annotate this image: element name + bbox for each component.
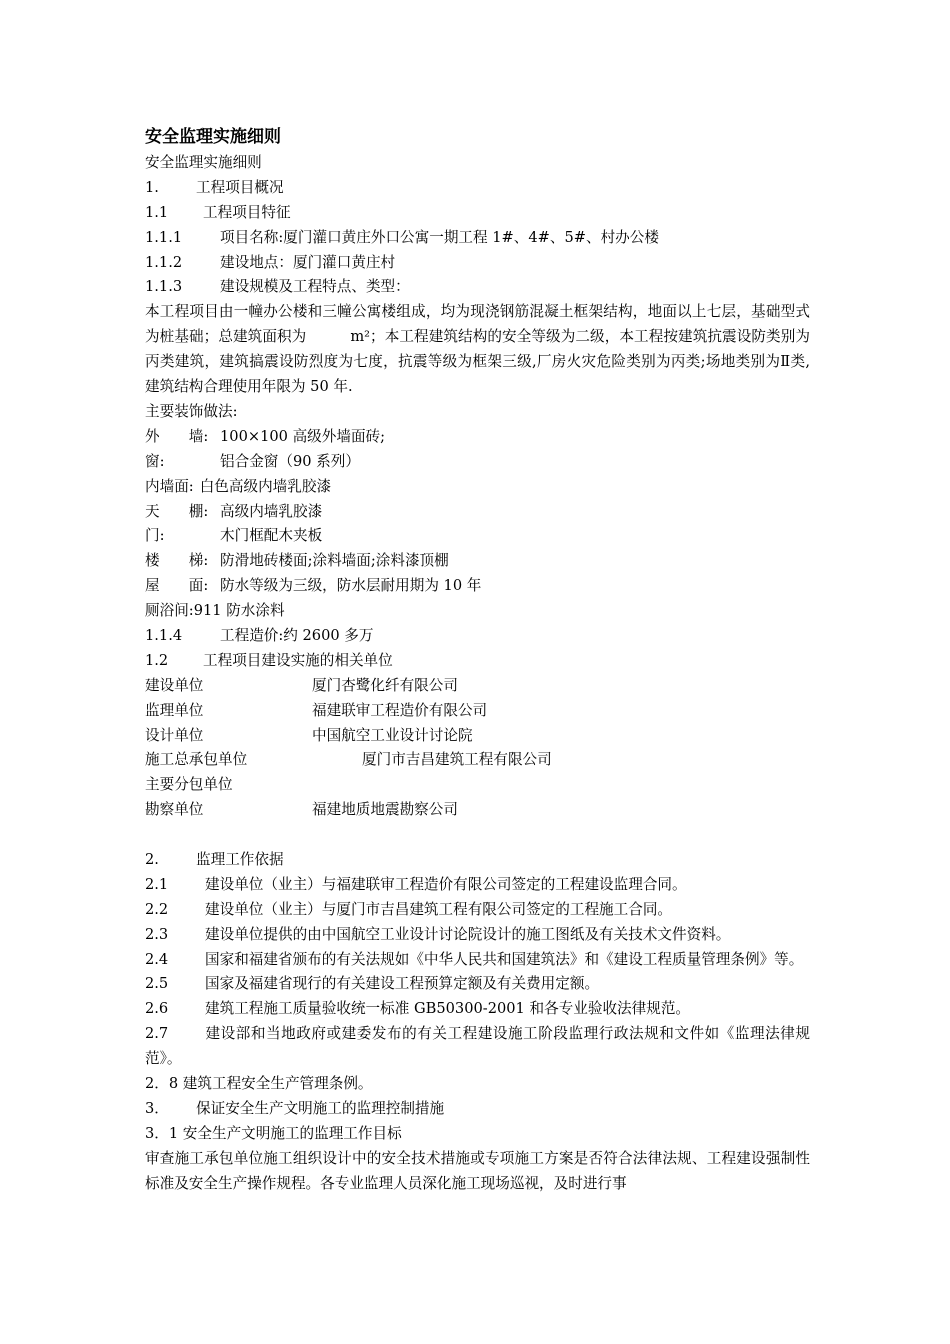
section-number: 1.: [145, 178, 159, 196]
decor-value: 防水等级为三级，防水层耐用期为 10 年: [220, 577, 482, 595]
decor-label: 外 墙:: [145, 427, 209, 445]
unit-role: 建设单位: [145, 676, 204, 694]
decor-value: 白色高级内墙乳胶漆: [199, 477, 332, 495]
unit-row: [145, 773, 810, 798]
final-paragraph: 审查施工承包单位施工组织设计中的安全技术措施或专项施工方案是否符合法律法规、工程建设强制性标准及安全生产操作规程。各专业监理人员深化施工现场巡视，及时进行事: [145, 1149, 810, 1192]
section-number: 2.1: [145, 875, 169, 893]
basis-item: [145, 923, 810, 948]
section-text: 建设规模及工程特点、类型：: [220, 278, 410, 296]
unit-row: [145, 674, 810, 699]
overview-paragraph: [145, 300, 810, 400]
section-text: 建设地点：厦门灌口黄庄村: [220, 253, 396, 271]
section-3-1: 3．1 安全生产文明施工的监理工作目标: [145, 1124, 402, 1142]
decor-item: [145, 599, 810, 624]
unit-name: 厦门市吉昌建筑工程有限公司: [362, 751, 552, 769]
section-1-1: [145, 201, 810, 226]
section-2-8: 2．8 建筑工程安全生产管理条例。: [145, 1075, 373, 1093]
section-heading: 工程项目特征: [203, 203, 291, 221]
document-subtitle: 安全监理实施细则: [145, 154, 262, 171]
section-number: 2.2: [145, 900, 169, 918]
section-1-1-2: [145, 251, 810, 276]
section-number: 2.5: [145, 975, 169, 993]
section-text: 工程造价:约 2600 多万: [220, 626, 374, 644]
section-number: 2.: [145, 851, 159, 868]
decor-item: [145, 450, 810, 475]
basis-item: [145, 972, 810, 997]
unit-name: 中国航空工业设计讨论院: [312, 726, 473, 744]
unit-role: 设计单位: [145, 726, 204, 744]
section-2: [145, 848, 810, 873]
basis-text: 建设部和当地政府或建委发布的有关工程建设施工阶段监理行政法规和文件如《监理法律规范》。: [145, 1025, 810, 1068]
section-heading: 工程项目概况: [196, 178, 284, 196]
decor-value: 高级内墙乳胶漆: [220, 502, 323, 520]
blank-line: [145, 823, 810, 848]
section-heading: 保证安全生产文明施工的监理控制措施: [196, 1099, 445, 1117]
unit-row: [145, 699, 810, 724]
basis-item: [145, 898, 810, 923]
basis-item: [145, 1022, 810, 1072]
decor-item: [145, 425, 810, 450]
section-number: 2.7: [145, 1025, 169, 1043]
decor-item: [145, 500, 810, 525]
decor-label: 厕浴间:: [145, 602, 194, 620]
basis-text: 国家及福建省现行的有关建设工程预算定额及有关费用定额。: [205, 975, 600, 993]
unit-row: [145, 748, 810, 773]
section-number: 2.3: [145, 925, 169, 943]
section-number: 1.1.1: [145, 228, 183, 246]
section-number: 2.4: [145, 950, 169, 968]
decor-value: 100×100 高级外墙面砖;: [220, 427, 386, 445]
basis-text: 建设单位（业主）与福建联审工程造价有限公司签定的工程建设监理合同。: [205, 875, 687, 893]
basis-text: 建设单位（业主）与厦门市吉昌建筑工程有限公司签定的工程施工合同。: [205, 900, 673, 918]
decor-label: 屋 面:: [145, 577, 209, 595]
decor-heading: 主要装饰做法:: [145, 402, 238, 420]
section-1-1-1: [145, 226, 810, 251]
section-number: 1.1.4: [145, 626, 183, 644]
decor-label: 天 棚:: [145, 502, 209, 520]
decor-item: [145, 475, 810, 500]
section-heading: 工程项目建设实施的相关单位: [203, 651, 393, 669]
overview-text-b: m²；本工程建筑结构的安全等级为二级，本工程按建筑抗震设防类别为丙类建筑，建筑搞震设防烈度为七度，抗震等级为框架三级,厂房火灾危险类别为丙类;场地类别为Ⅱ类,建筑结构合理使用年限为 50 年.: [145, 328, 810, 396]
unit-name: 福建地质地震勘察公司: [312, 801, 458, 819]
section-3: [145, 1097, 810, 1122]
basis-text: 国家和福建省颁布的有关法规如《中华人民共和国建筑法》和《建设工程质量管理条例》等。: [205, 950, 804, 968]
section-1: [145, 176, 810, 201]
section-number: 1.1: [145, 203, 169, 221]
decor-value: 铝合金窗（90 系列）: [220, 452, 360, 470]
decor-value: 防滑地砖楼面;涂料墙面;涂料漆顶棚: [220, 552, 449, 570]
decor-label: 门:: [145, 527, 165, 545]
section-number: 2.6: [145, 1000, 169, 1018]
unit-role: 监理单位: [145, 701, 204, 719]
unit-role: 施工总承包单位: [145, 751, 248, 769]
basis-item: [145, 873, 810, 898]
section-1-1-4: [145, 624, 810, 649]
basis-item: [145, 997, 810, 1022]
decor-label: 楼 梯:: [145, 552, 209, 570]
decor-label: 内墙面:: [145, 477, 194, 495]
section-text: 项目名称:厦门灌口黄庄外口公寓一期工程 1#、4#、5#、村办公楼: [220, 228, 659, 246]
basis-text: 建筑工程施工质量验收统一标准 GB50300-2001 和各专业验收法律规范。: [205, 1000, 691, 1018]
decor-value: 木门框配木夹板: [220, 527, 323, 545]
decor-value: 911 防水涂料: [193, 602, 285, 620]
unit-row: [145, 798, 810, 823]
unit-name: 福建联审工程造价有限公司: [312, 701, 488, 719]
section-number: 3．: [145, 1099, 169, 1117]
section-1-2: [145, 649, 810, 674]
overview-text-a: 本工程项目由一幢办公楼和三幢公寓楼组成，均为现浇钢筋混凝土框架结构，地面以上七层，基础型式为桩基础；总建筑面积为: [145, 303, 810, 346]
section-number: 1.1.3: [145, 278, 183, 296]
basis-item: [145, 948, 810, 973]
unit-name: 厦门杏鹭化纤有限公司: [312, 676, 458, 694]
section-1-1-3: [145, 275, 810, 300]
decor-item: [145, 574, 810, 599]
document-page: [145, 124, 810, 1197]
decor-item: [145, 549, 810, 574]
unit-role: 主要分包单位: [145, 776, 233, 794]
section-number: 1.1.2: [145, 253, 183, 271]
unit-role: 勘察单位: [145, 801, 204, 819]
basis-text: 建设单位提供的由中国航空工业设计讨论院设计的施工图纸及有关技术文件资料。: [205, 925, 731, 943]
decor-item: [145, 524, 810, 549]
document-title: 安全监理实施细则: [145, 127, 281, 147]
unit-row: [145, 724, 810, 749]
section-heading: 监理工作依据: [196, 851, 284, 868]
decor-label: 窗:: [145, 452, 165, 470]
section-number: 1.2: [145, 651, 169, 669]
